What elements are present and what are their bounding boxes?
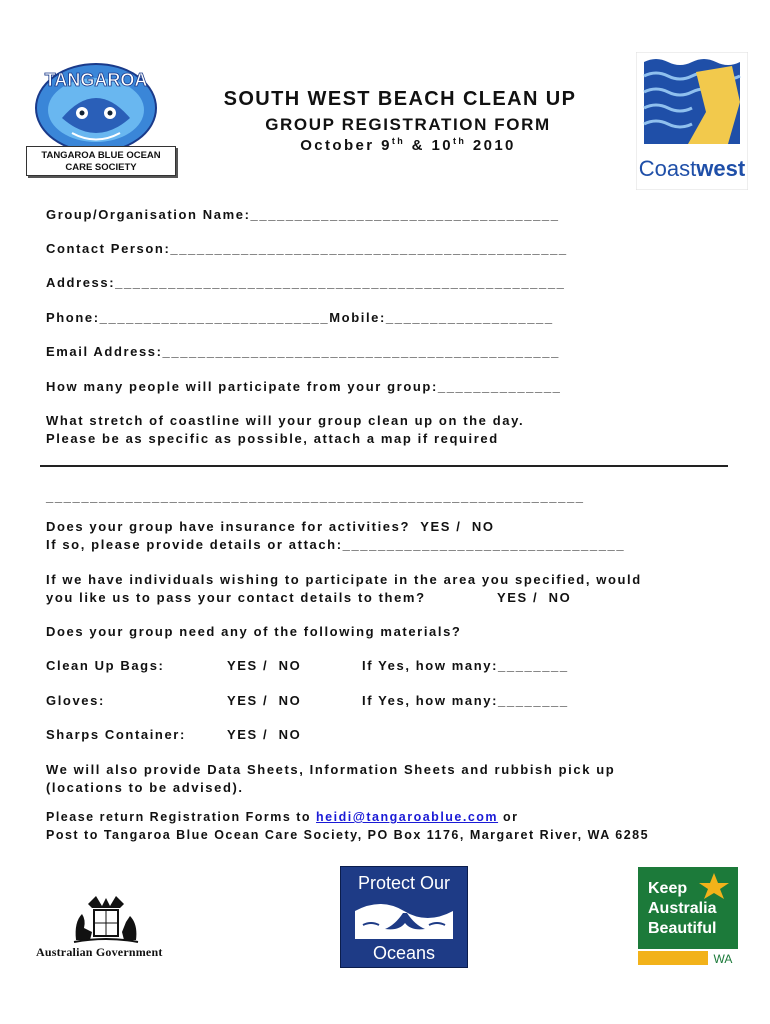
email-link[interactable]: heidi@tangaroablue.com [316, 810, 499, 824]
page-subtitle: GROUP REGISTRATION FORM [265, 115, 551, 134]
stretch-question-1: What stretch of coastline will your group clean up on the day. [46, 413, 525, 428]
page-title: SOUTH WEST BEACH CLEAN UP [223, 88, 577, 110]
material-quantity-field[interactable]: If Yes, how many:________ [362, 658, 569, 673]
svg-text:Keep: Keep [648, 880, 688, 897]
coastwest-logo [636, 52, 748, 190]
material-item: Clean Up Bags: [46, 658, 165, 673]
contact-share-question-2: you like us to pass your contact details to them? [46, 590, 426, 605]
svg-text:Beautiful: Beautiful [648, 920, 717, 937]
contact-share-yes-no[interactable]: YES / NO [497, 590, 572, 605]
material-yes-no[interactable]: YES / NO [227, 658, 302, 673]
contact-person-field[interactable]: Contact Person:_____________________________________________ [46, 241, 568, 256]
return-instructions: Please return Registration Forms to heidi@tangaroablue.com or [46, 810, 519, 824]
protect-our-oceans-logo [340, 866, 468, 968]
org-name-box: TANGAROA BLUE OCEAN CARE SOCIETY [26, 146, 176, 176]
group-name-field[interactable]: Group/Organisation Name:___________________________________ [46, 207, 560, 222]
address-field[interactable]: Address:___________________________________________________ [46, 275, 566, 290]
material-quantity-field[interactable]: If Yes, how many:________ [362, 693, 569, 708]
australian-government-label: Australian Government [36, 945, 163, 959]
material-item: Sharps Container: [46, 727, 186, 742]
svg-text:WA: WA [713, 952, 733, 966]
email-field[interactable]: Email Address:_____________________________________________ [46, 344, 560, 359]
post-address: Post to Tangaroa Blue Ocean Care Society, PO Box 1176, Margaret River, WA 6285 [46, 828, 650, 842]
material-yes-no[interactable]: YES / NO [227, 727, 302, 742]
svg-text:Protect Our: Protect Our [357, 873, 451, 893]
provide-note-2: (locations to be advised). [46, 780, 244, 795]
answer-line[interactable] [40, 465, 728, 467]
phone-mobile-field[interactable]: Phone:__________________________Mobile:___________________ [46, 310, 554, 325]
material-yes-no[interactable]: YES / NO [227, 693, 302, 708]
coastwest-logo-text: Coastwest [638, 156, 746, 181]
insurance-details-field[interactable]: If so, please provide details or attach:________________________________ [46, 537, 626, 552]
material-item: Gloves: [46, 693, 105, 708]
materials-question: Does your group need any of the following materials? [46, 624, 462, 639]
stretch-question-2: Please be as specific as possible, attach a map if required [46, 431, 499, 446]
provide-note-1: We will also provide Data Sheets, Information Sheets and rubbish pick up [46, 762, 616, 777]
answer-blank-line[interactable]: _____________________________________________________________ [46, 489, 585, 504]
svg-text:Australia: Australia [648, 900, 717, 917]
tangaroa-logo-text: TANGAROA [44, 70, 148, 90]
participants-field[interactable]: How many people will participate from your group:______________ [46, 379, 562, 394]
insurance-question: Does your group have insurance for activities? YES / NO [46, 519, 495, 534]
svg-text:Oceans: Oceans [372, 943, 436, 963]
contact-share-question-1: If we have individuals wishing to participate in the area you specified, would [46, 572, 642, 587]
event-date: October 9th & 10th 2010 [300, 136, 516, 154]
keep-australia-beautiful-logo [638, 867, 738, 967]
